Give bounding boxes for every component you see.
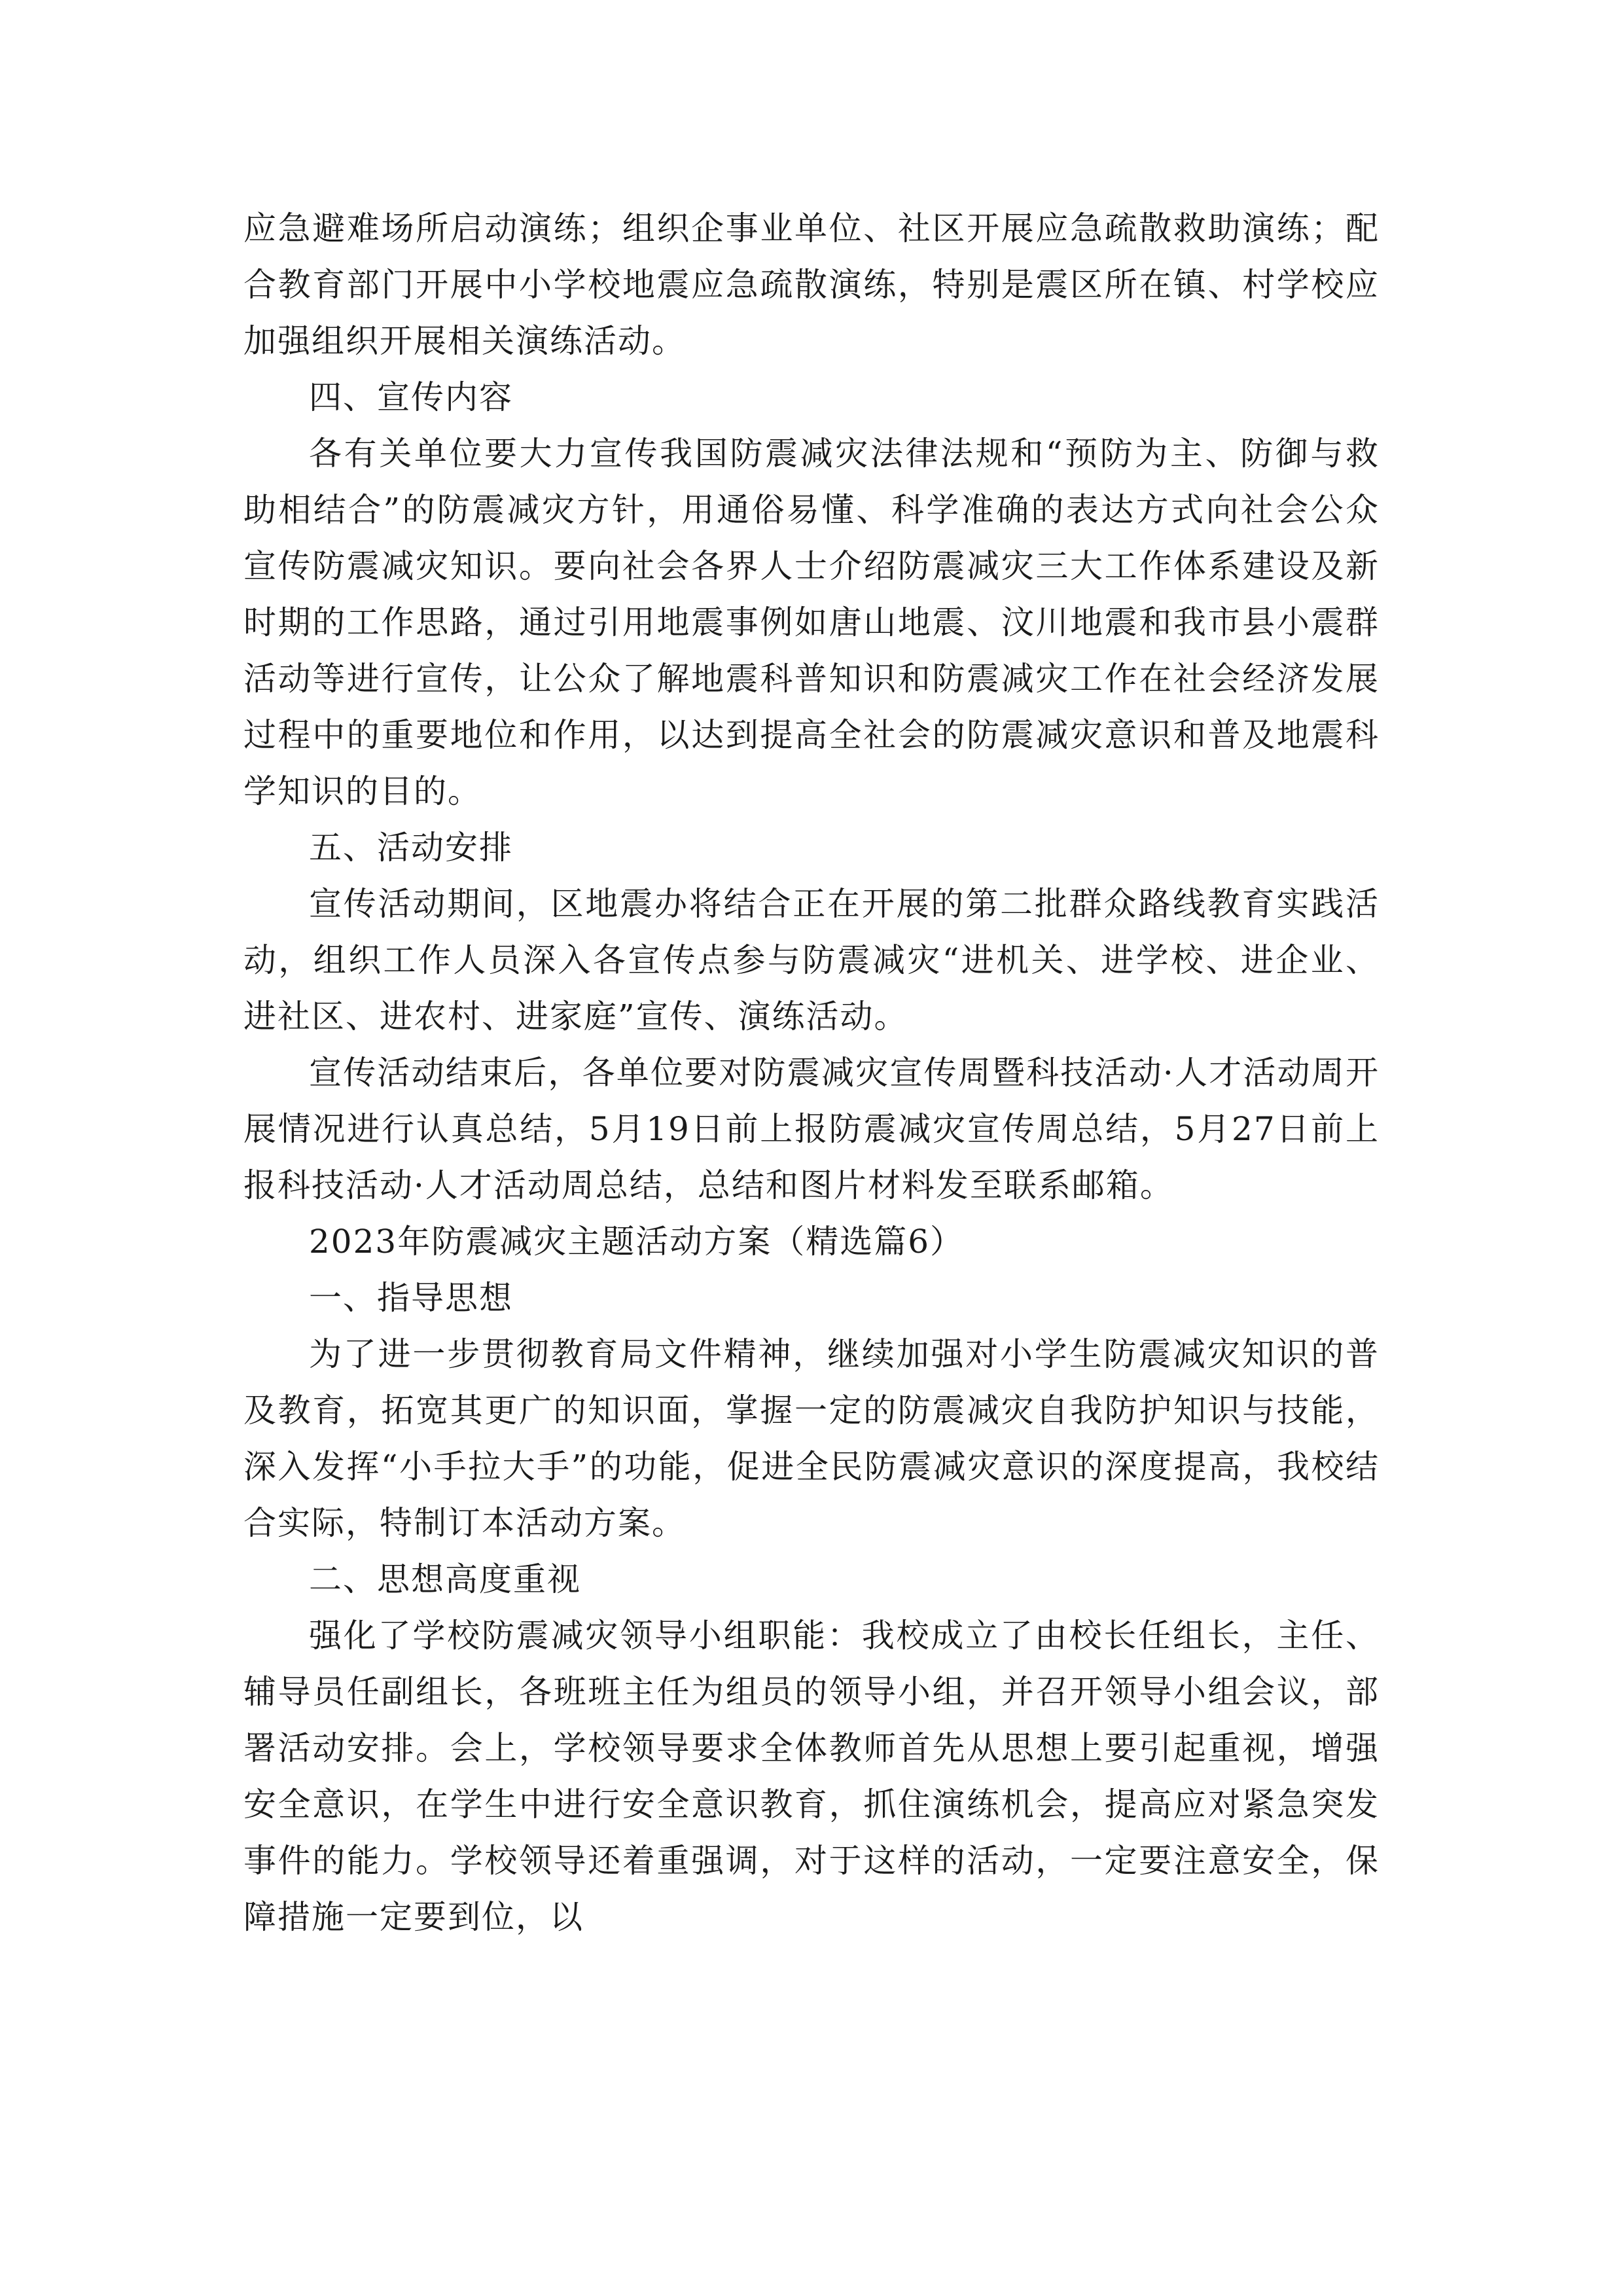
article-title-plan-6: 2023年防震减灾主题活动方案（精选篇6） [309,1223,965,1261]
paragraph-guiding-ideology: 为了进一步贯彻教育局文件精神，继续加强对小学生防震减灾知识的普及教育，拓宽其更广的知识面，掌握一定的防震减灾自我防护知识与技能，深入发挥“小手拉大手”的功能，促进全民防震减灾意识的深度提高，我校结合实际，特制订本活动方案。 [243,1335,1380,1542]
section-heading-publicity-content: 四、宣传内容 [309,378,513,416]
paragraph-drill-continuation: 应急避难场所启动演练；组织企事业单位、社区开展应急疏散救助演练；配合教育部门开展中小学校地震应急疏散演练，特别是震区所在镇、村学校应加强组织开展相关演练活动。 [243,209,1380,360]
paragraph-publicity-content: 各有关单位要大力宣传我国防震减灾法律法规和“预防为主、防御与救助相结合”的防震减灾方针，用通俗易懂、科学准确的表达方式向社会公众宣传防震减灾知识。要向社会各界人士介绍防震减灾三大工作体系建设及新时期的工作思路，通过引用地震事例如唐山地震、汶川地震和我市县小震群活动等进行宣传，让公众了解地震科普知识和防震减灾工作在社会经济发展过程中的重要地位和作用，以达到提高全社会的防震减灾意识和普及地震科学知识的目的。 [243,435,1380,810]
paragraph-activity-summary: 宣传活动结束后，各单位要对防震减灾宣传周暨科技活动·人才活动周开展情况进行认真总结，5月19日前上报防震减灾宣传周总结，5月27日前上报科技活动·人才活动周总结，总结和图片材料发至联系邮箱。 [243,1054,1380,1204]
section-heading-guiding-ideology: 一、指导思想 [309,1279,513,1317]
paragraph-leadership-group: 强化了学校防震减灾领导小组职能：我校成立了由校长任组长，主任、辅导员任副组长，各班班主任为组员的领导小组，并召开领导小组会议，部署活动安排。会上，学校领导要求全体教师首先从思想上要引起重视，增强安全意识，在学生中进行安全意识教育，抓住演练机会，提高应对紧急突发事件的能力。学校领导还着重强调，对于这样的活动，一定要注意安全，保障措施一定要到位，以 [243,1617,1380,1936]
document-body [243,200,1380,1945]
section-heading-attention: 二、思想高度重视 [309,1560,581,1598]
section-heading-activity-arrangement: 五、活动安排 [309,829,513,867]
paragraph-activity-period: 宣传活动期间，区地震办将结合正在开展的第二批群众路线教育实践活动，组织工作人员深入各宣传点参与防震减灾“进机关、进学校、进企业、进社区、进农村、进家庭”宣传、演练活动。 [243,885,1380,1035]
